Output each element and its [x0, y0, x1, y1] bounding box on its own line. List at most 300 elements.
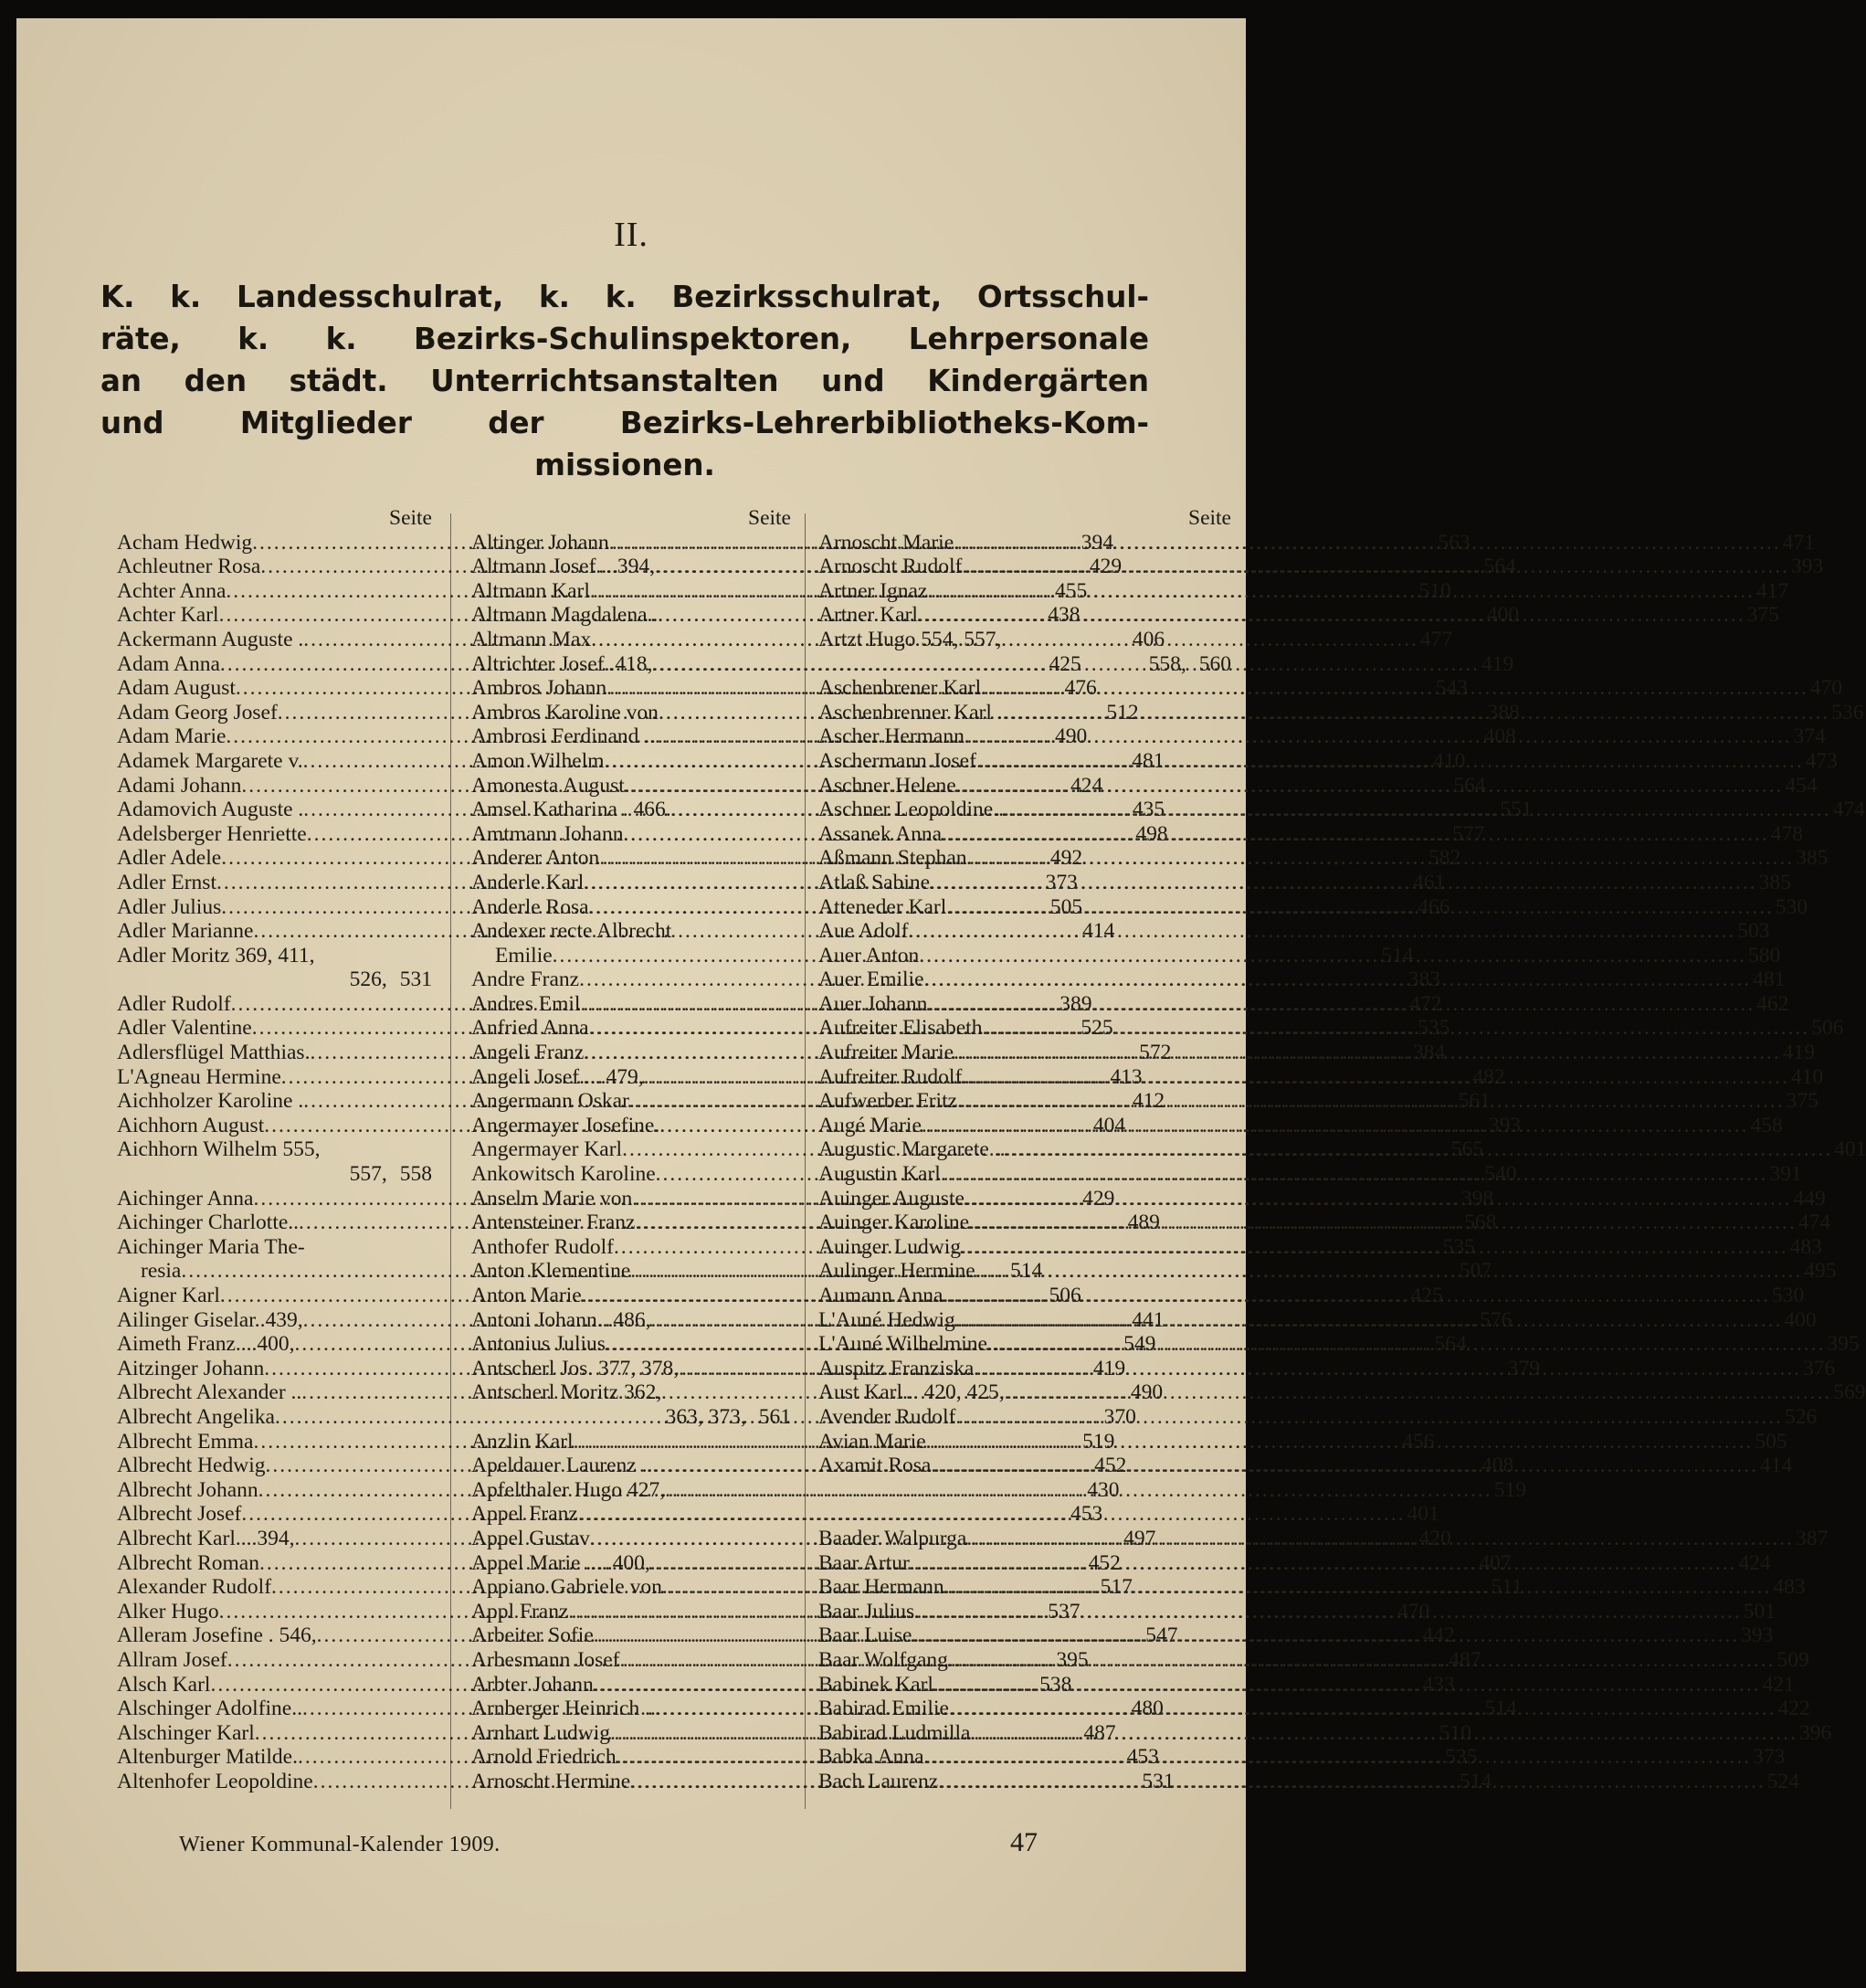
- dot-leader: [941, 1162, 1768, 1187]
- entry-name: Aimeth Franz....400,: [117, 1332, 295, 1357]
- entry-name: L'Auné Hedwig: [818, 1307, 955, 1332]
- dot-leader: [961, 1235, 1788, 1260]
- entry-name: Baar Julius: [818, 1599, 915, 1623]
- entry-name: Antensteiner Franz: [471, 1211, 636, 1235]
- entry-page: 453: [1126, 1745, 1159, 1770]
- entry-page: 560: [1198, 651, 1231, 676]
- entry-page: 524: [1766, 1769, 1800, 1793]
- footer-publication: Wiener Kommunal-Kalender 1909.: [179, 1833, 501, 1856]
- entry-name: Auer Anton: [818, 943, 920, 968]
- entry-page: 530: [1772, 1284, 1805, 1307]
- entry-page: 470: [1397, 1599, 1430, 1623]
- section-number: II.: [614, 216, 648, 254]
- entry-name: Babinek Karl: [818, 1672, 933, 1697]
- entry-page: 410: [1433, 748, 1466, 773]
- entry-name: Altmann Josef....394,: [471, 555, 656, 579]
- entry-name: Adler Julius: [117, 894, 222, 919]
- entry-page: 538: [1039, 1672, 1072, 1697]
- entry-page: 505: [1049, 894, 1083, 919]
- entry-page: 514: [1484, 1697, 1517, 1721]
- entry-name: Anzlin Karl: [471, 1429, 574, 1454]
- entry-name: Adam Georg Josef: [117, 700, 278, 724]
- entry-page: 564: [1453, 773, 1486, 798]
- entry-name: 558,: [1148, 651, 1186, 676]
- heading-line: an den städt. Unterrichtsanstalten und Kindergärten: [100, 364, 1149, 398]
- dot-leader: [955, 1405, 1783, 1430]
- entry-page: 396: [1799, 1720, 1832, 1745]
- entry-name: Babirad Emilie: [818, 1697, 949, 1721]
- entry-page: 385: [1758, 870, 1791, 894]
- entry-page: 470: [1809, 676, 1842, 701]
- entry-page: 391: [1769, 1162, 1802, 1187]
- entry-page: 487: [1449, 1647, 1481, 1672]
- entry-page: 453: [1070, 1502, 1103, 1527]
- index-entry: [117, 1162, 432, 1187]
- entry-name: Albrecht Alexander ..: [117, 1380, 302, 1405]
- entry-page: 526: [1784, 1404, 1818, 1429]
- dot-leader: [942, 822, 1769, 847]
- entry-name: Atteneder Karl: [818, 894, 947, 919]
- entry-page: 400: [1784, 1307, 1817, 1332]
- entry-page: 551: [1500, 798, 1533, 822]
- entry-page: 441: [1132, 1307, 1165, 1332]
- entry-page: 384: [1412, 1041, 1446, 1065]
- dot-leader: [931, 1454, 1758, 1478]
- section-heading: [100, 276, 1149, 486]
- entry-name: Albrecht Angelika: [117, 1404, 275, 1429]
- dot-leader: [970, 1721, 1797, 1746]
- entry-name: Achter Karl: [117, 603, 219, 628]
- entry-name: Achter Anna: [117, 578, 227, 603]
- entry-page: 375: [1786, 1089, 1819, 1114]
- dot-leader: [967, 846, 1795, 871]
- entry-page: 395: [1056, 1647, 1089, 1672]
- entry-name: Augustic Margarete ..: [818, 1137, 1006, 1162]
- entry-name: Aichhorn August: [117, 1113, 265, 1137]
- index-entry: [818, 652, 1231, 677]
- entry-name: Altmann Magdalena..: [471, 603, 659, 628]
- entry-name: Arbesmann Josef: [471, 1647, 620, 1672]
- entry-name: Assanek Anna: [818, 821, 943, 846]
- entry-name: Aschner Leopoldine..: [818, 798, 1004, 822]
- entry-name: Adelsberger Henriette: [117, 821, 307, 846]
- entry-name: Ambrosi Ferdinand ..: [471, 724, 656, 749]
- entry-name: Altenburger Matilde.: [117, 1745, 298, 1770]
- entry-name: Andre Franz: [471, 968, 580, 992]
- entry-page: 514: [1459, 1769, 1492, 1793]
- dot-leader: [927, 992, 1755, 1017]
- dot-leader: [909, 919, 1736, 944]
- heading-line: räte, k. k. Bezirks-Schulinspektoren, Lehrpersonale: [100, 322, 1149, 356]
- entry-page: 373: [1045, 870, 1078, 894]
- index-entry: [818, 1404, 1818, 1430]
- entry-page: 501: [1743, 1599, 1776, 1623]
- entry-page: 580: [1747, 943, 1781, 968]
- entry-page: 395: [1827, 1332, 1860, 1357]
- entry-name: Ambros Karoline von: [471, 700, 659, 724]
- entry-page: 514: [1381, 943, 1414, 968]
- entry-page: 419: [1782, 1041, 1815, 1065]
- entry-name: Adlersflügel Matthias.: [117, 1041, 311, 1065]
- entry-name: Aumann Anna: [818, 1284, 944, 1307]
- entry-page: 474: [1797, 1211, 1830, 1235]
- entry-page: 394: [1081, 530, 1114, 555]
- seite-header: Seite: [389, 506, 432, 530]
- entry-name: 363, 373,: [665, 1404, 746, 1429]
- entry-name: Ackermann Auguste .: [117, 627, 304, 651]
- index-entry: [117, 968, 432, 992]
- entry-page: 519: [1493, 1477, 1526, 1502]
- dot-leader: [946, 895, 1774, 920]
- entry-name: Allram Josef: [117, 1647, 227, 1672]
- entry-name: Auinger Ludwig: [818, 1234, 961, 1259]
- dot-leader: [914, 1600, 1742, 1624]
- entry-name: Albrecht Roman: [117, 1550, 259, 1575]
- entry-page: 569: [1833, 1380, 1866, 1405]
- entry-name: Albrecht Johann: [117, 1477, 258, 1502]
- entry-page: 514: [1010, 1259, 1043, 1284]
- entry-page: 462: [1756, 991, 1789, 1016]
- entry-name: Achleutner Rosa: [117, 555, 261, 579]
- entry-name: Atlaß Sabine: [818, 870, 931, 894]
- dot-leader: [954, 1041, 1781, 1065]
- entry-name: Anton Klementine: [471, 1259, 631, 1284]
- entry-page: 424: [1070, 773, 1103, 798]
- entry-name: Anderer Anton: [471, 846, 600, 871]
- dot-leader: [943, 1284, 1770, 1308]
- dot-leader: [965, 1187, 1792, 1211]
- entry-page: 531: [1142, 1769, 1175, 1793]
- entry-name: Alexander Rudolf: [117, 1575, 272, 1600]
- entry-page: 563: [1438, 530, 1471, 555]
- entry-page: 549: [1123, 1332, 1156, 1357]
- dot-leader: [1004, 798, 1831, 822]
- dot-leader: [976, 749, 1804, 774]
- entry-name: Arnhart Ludwig: [471, 1720, 611, 1745]
- index-entry: [818, 1380, 1866, 1405]
- entry-page: 438: [1048, 603, 1081, 628]
- entry-name: Adamek Margarete v.: [117, 748, 303, 773]
- entry-name: L'Agneau Hermine: [117, 1064, 281, 1089]
- entry-page: 407: [1479, 1550, 1512, 1575]
- entry-name: Arnoscht Marie: [818, 530, 954, 555]
- index-entry: [471, 1380, 791, 1405]
- entry-page: 389: [1060, 991, 1092, 1016]
- entry-name: Auinger Auguste: [818, 1186, 965, 1211]
- entry-page: 477: [1419, 627, 1453, 651]
- entry-page: 547: [1145, 1623, 1178, 1648]
- entry-page: 510: [1439, 1720, 1471, 1745]
- entry-page: 481: [1132, 748, 1165, 773]
- entry-spacer: [818, 1478, 1231, 1503]
- heading-line: und Mitglieder der Bezirks-Lehrerbibliotheks-Kom-: [100, 406, 1149, 440]
- entry-name: Arbter Johann: [471, 1672, 594, 1697]
- entry-page: 433: [1422, 1672, 1455, 1697]
- entry-name: Ambros Johann: [471, 676, 607, 701]
- entry-page: 374: [1793, 724, 1826, 749]
- entry-name: Auspitz Franziska: [818, 1356, 975, 1380]
- entry-name: Auer Emilie: [818, 968, 924, 992]
- entry-page: 525: [1081, 1016, 1113, 1041]
- entry-page: 489: [1127, 1211, 1160, 1235]
- entry-page: 530: [1775, 894, 1808, 919]
- name-index: [117, 506, 1866, 1803]
- entry-page: 478: [1770, 821, 1803, 846]
- entry-page: 370: [1103, 1404, 1136, 1429]
- dot-leader: [966, 1527, 1794, 1551]
- entry-name: Aichhorn Wilhelm 555,: [117, 1137, 321, 1162]
- entry-page: 414: [1082, 919, 1115, 944]
- entry-name: Anthofer Rudolf: [471, 1234, 614, 1259]
- entry-page: 454: [1785, 773, 1818, 798]
- entry-page: 483: [1789, 1234, 1822, 1259]
- entry-name: Artzt Hugo 554, 557,: [818, 627, 1002, 651]
- seite-header: Seite: [1188, 506, 1231, 530]
- entry-name: Auinger Karoline: [818, 1211, 970, 1235]
- entry-page: 413: [1110, 1064, 1143, 1089]
- entry-page: 512: [1106, 700, 1139, 724]
- entry-page: 507: [1459, 1259, 1492, 1284]
- entry-name: Angeli Josef.....479,: [471, 1064, 644, 1089]
- entry-name: Altmann Max: [471, 627, 592, 651]
- index-entry: [117, 1137, 432, 1162]
- entry-name: Appel Marie .....400,: [471, 1550, 650, 1575]
- entry-page: 393: [1790, 555, 1824, 579]
- dot-leader: [998, 1332, 1826, 1357]
- entry-name: Aigner Karl: [117, 1284, 220, 1307]
- dot-leader: [933, 1673, 1761, 1697]
- dot-leader: [957, 1089, 1785, 1114]
- entry-name: Aufwerber Fritz: [818, 1089, 958, 1114]
- entry-page: 376: [1802, 1356, 1836, 1380]
- entry-name: Avian Marie: [818, 1429, 926, 1454]
- entry-page: 561: [758, 1404, 791, 1429]
- entry-name: 526,: [349, 968, 387, 992]
- entry-page: 561: [1458, 1089, 1491, 1114]
- entry-name: Ascher Hermann: [818, 724, 965, 749]
- index-entry: [117, 1235, 432, 1260]
- entry-name: Appl Franz: [471, 1599, 569, 1623]
- entry-name: Aschermann Josef: [818, 748, 976, 773]
- entry-page: 449: [1793, 1186, 1826, 1211]
- entry-name: Amsel Katharina . 466.: [471, 798, 671, 822]
- entry-name: Avender Rudolf: [818, 1404, 956, 1429]
- entry-name: Aschenbrener Karl: [818, 676, 982, 701]
- entry-page: 422: [1777, 1697, 1810, 1721]
- dot-leader: [981, 676, 1808, 701]
- entry-page: 490: [1055, 724, 1088, 749]
- entry-name: Adam Anna: [117, 651, 220, 676]
- entry-name: Altenhofer Leopoldine: [117, 1769, 313, 1793]
- entry-page: 511: [1491, 1575, 1523, 1600]
- entry-page: 393: [1741, 1623, 1774, 1648]
- entry-name: Adler Ernst: [117, 870, 216, 894]
- entry-name: Artner Karl: [818, 603, 918, 628]
- dot-leader: [924, 1745, 1752, 1770]
- entry-name: Baar Luise: [818, 1623, 912, 1648]
- entry-page: 455: [1055, 578, 1088, 603]
- entry-page: 535: [1442, 1234, 1475, 1259]
- entry-page: 476: [1064, 676, 1097, 701]
- entry-page: 456: [1402, 1429, 1435, 1454]
- entry-page: 582: [1428, 846, 1461, 871]
- entry-name: Anton Marie: [471, 1284, 582, 1307]
- entry-name: Adler Moritz 369, 411,: [117, 943, 315, 968]
- entry-page: 435: [1132, 798, 1165, 822]
- entry-page: 565: [1450, 1137, 1483, 1162]
- entry-page: 503: [1737, 919, 1770, 944]
- dot-leader: [982, 1016, 1809, 1041]
- entry-page: 535: [1418, 1016, 1450, 1041]
- entry-name: Appel Franz: [471, 1502, 578, 1527]
- entry-page: 373: [1753, 1745, 1786, 1770]
- dot-leader: [962, 1065, 1789, 1090]
- entry-page: 412: [1132, 1089, 1165, 1114]
- entry-name: Alker Hugo: [117, 1599, 219, 1623]
- dot-leader: [924, 968, 1752, 992]
- entry-name: Aust Karl... 420, 425,: [818, 1380, 1005, 1405]
- entry-name: Alschinger Adolfine..: [117, 1697, 302, 1721]
- entry-page: 498: [1135, 821, 1168, 846]
- entry-name: Amonesta August: [471, 773, 625, 798]
- document-page: [16, 18, 1866, 1972]
- entry-page: 375: [1746, 603, 1779, 628]
- entry-name: Angermayer Karl: [471, 1137, 623, 1162]
- dot-leader: [948, 1648, 1776, 1673]
- index-entry: [471, 919, 791, 944]
- entry-name: Augé Marie: [818, 1113, 922, 1137]
- index-entry: [117, 944, 432, 968]
- heading-line: K. k. Landesschulrat, k. k. Bezirksschulrat, Ortsschul-: [100, 280, 1149, 314]
- dot-leader: [944, 1575, 1772, 1600]
- entry-name: Antonius Julius: [471, 1332, 606, 1357]
- entry-name: Amtmann Johann: [471, 821, 624, 846]
- entry-name: Adam Marie: [117, 724, 227, 749]
- entry-name: Adami Johann: [117, 773, 242, 798]
- entry-page: 564: [1483, 555, 1516, 579]
- entry-name: L'Auné Wilhelmine..: [818, 1332, 998, 1357]
- entry-name: resia: [141, 1259, 182, 1284]
- entry-name: Aufreiter Rudolf: [818, 1064, 963, 1089]
- entry-page: 417: [1756, 578, 1789, 603]
- entry-name: Artner Ignaz: [818, 578, 928, 603]
- entry-name: Augustin Karl: [818, 1162, 941, 1187]
- entry-page: 393: [1488, 1113, 1522, 1137]
- entry-name: Ankowitsch Karoline: [471, 1162, 656, 1187]
- entry-page: 505: [1755, 1429, 1787, 1454]
- entry-name: Adler Adele: [117, 846, 222, 871]
- entry-page: 480: [1131, 1697, 1164, 1721]
- entry-page: 558: [399, 1162, 432, 1187]
- entry-page: 424: [1738, 1550, 1771, 1575]
- entry-name: Alsch Karl: [117, 1672, 211, 1697]
- entry-page: 421: [1762, 1672, 1795, 1697]
- entry-page: 506: [1811, 1016, 1844, 1041]
- entry-name: Anderle Karl: [471, 870, 585, 894]
- entry-name: Aßmann Stephan: [818, 846, 967, 871]
- dot-leader: [938, 1770, 1766, 1794]
- entry-name: Aichinger Anna: [117, 1186, 254, 1211]
- entry-page: 576: [1480, 1307, 1513, 1332]
- entry-name: 557,: [349, 1162, 387, 1187]
- dot-leader: [962, 555, 1789, 579]
- entry-page: 495: [1804, 1259, 1837, 1284]
- entry-page: 509: [1776, 1647, 1809, 1672]
- entry-name: Albrecht Hedwig: [117, 1454, 266, 1478]
- seite-header: Seite: [748, 506, 791, 530]
- entry-page: 429: [1089, 555, 1123, 579]
- entry-page: 572: [1139, 1041, 1172, 1065]
- entry-name: Arnberger Heinrich ..: [471, 1697, 656, 1721]
- entry-page: 425: [1049, 651, 1081, 676]
- entry-name: Aufreiter Marie: [818, 1041, 954, 1065]
- entry-page: 537: [1048, 1599, 1081, 1623]
- entry-name: Albrecht Josef: [117, 1502, 242, 1527]
- entry-page: 425: [1410, 1284, 1443, 1307]
- entry-name: Angermann Oskar: [471, 1089, 629, 1114]
- entry-name: Antscherl Jos. 377, 378,: [471, 1356, 680, 1380]
- entry-name: Anfried Anna: [471, 1016, 589, 1041]
- entry-page: 510: [1418, 578, 1451, 603]
- entry-name: Aichinger Maria The-: [117, 1234, 305, 1259]
- dot-leader: [975, 1259, 1803, 1284]
- dot-leader: [910, 1551, 1737, 1576]
- entry-name: Arbeiter Sofie: [471, 1623, 594, 1648]
- entry-name: Auer Johann: [818, 991, 928, 1016]
- dot-leader: [926, 1430, 1754, 1454]
- dot-leader: [912, 1623, 1739, 1648]
- entry-page: 406: [1132, 627, 1165, 651]
- entry-name: Altmann Karl: [471, 578, 590, 603]
- entry-name: Aulinger Hermine: [818, 1259, 975, 1284]
- entry-page: 492: [1049, 846, 1083, 871]
- entry-name: Aue Adolf: [818, 919, 909, 944]
- entry-page: 452: [1088, 1550, 1121, 1575]
- entry-page: 387: [1795, 1526, 1829, 1550]
- entry-name: Antoni Johann...486,: [471, 1307, 651, 1332]
- entry-name: Adler Rudolf: [117, 991, 231, 1016]
- entry-page: 379: [1507, 1356, 1541, 1380]
- entry-name: Angeli Franz: [471, 1041, 585, 1065]
- entry-page: 383: [1407, 968, 1440, 992]
- entry-name: Appiano Gabriele von: [471, 1575, 662, 1600]
- entry-page: 482: [1472, 1064, 1505, 1089]
- entry-name: Amon Wilhelm: [471, 748, 605, 773]
- entry-page: 490: [1130, 1380, 1164, 1405]
- entry-name: Antscherl Moritz 362,: [471, 1380, 662, 1405]
- entry-page: 535: [1445, 1745, 1478, 1770]
- entry-name: Andexer recte Albrecht: [471, 919, 672, 944]
- entry-page: 400: [1486, 603, 1520, 628]
- entry-name: Emilie: [495, 943, 553, 968]
- entry-name: Adler Valentine: [117, 1016, 252, 1041]
- dot-leader: [930, 871, 1757, 895]
- entry-page: 568: [1464, 1211, 1497, 1235]
- entry-page: 429: [1082, 1186, 1115, 1211]
- entry-page: 540: [1484, 1162, 1517, 1187]
- dot-leader: [954, 531, 1781, 555]
- dot-leader: [1003, 701, 1830, 725]
- entry-name: Alleram Josefine . 546,: [117, 1623, 317, 1648]
- entry-name: Axamit Rosa: [818, 1454, 932, 1478]
- index-entry: [818, 628, 1231, 652]
- entry-name: Ailinger Giselar..439,: [117, 1307, 303, 1332]
- heading-line: missionen.: [534, 448, 715, 482]
- entry-page: 388: [1487, 700, 1520, 724]
- entry-name: Arnoscht Hermine: [471, 1769, 631, 1793]
- dot-leader: [922, 1114, 1749, 1138]
- entry-page: 419: [1092, 1356, 1126, 1380]
